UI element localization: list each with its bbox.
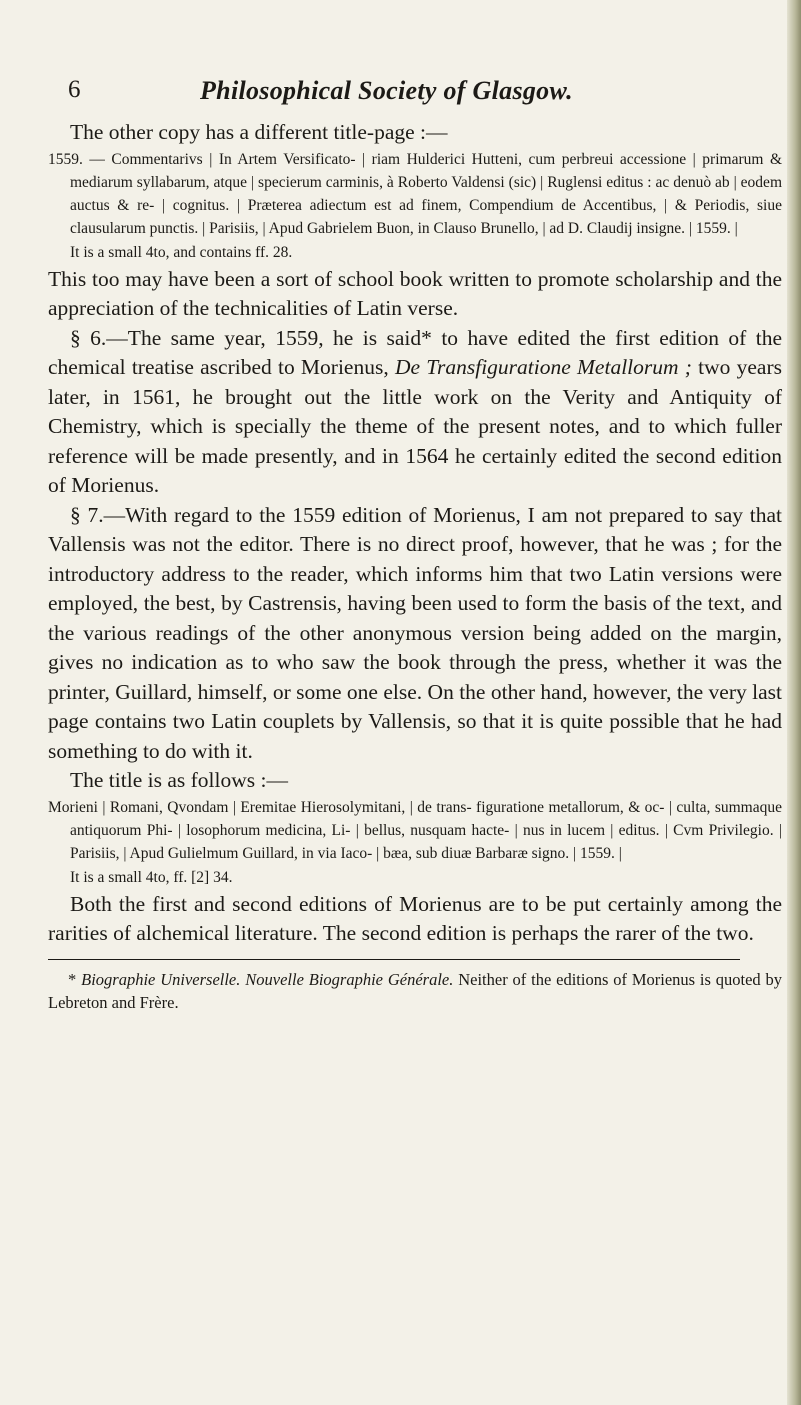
- paragraph-school-book: This too may have been a sort of school book written to promote scholarship and the appreciation of the technicalities of Latin verse.: [48, 266, 782, 320]
- footnote-source-1: Biographie Universelle.: [81, 969, 241, 989]
- format-note-2: It is a small 4to, ff. [2] 34.: [70, 868, 233, 886]
- section-6-text-a: § 6.—The same year, 1559, he is said* to have edited the first edition of the chemical treatise ascribed to Morienus,: [48, 325, 782, 379]
- footnote-source-2: Nouvelle Biographie Générale.: [245, 969, 454, 989]
- footnote-rule: [48, 959, 740, 960]
- section-7-paragraph: § 7.—With regard to the 1559 edition of Morienus, I am not prepared to say that Vallensis was not the editor. There is no direct proof, however, that he was ; for the introductory address to the reader, which informs him that two Latin versions were employed, the best, by Castrensis, having been used to form the basis of the text, and the various readings of the other anonymous version being added on the margin, gives no indication as to who saw the book through the press, whether it was the printer, Guillard, himself, or some one else. On the other hand, however, the very last page contains two Latin couplets by Vallensis, so that it is quite possible that he had something to do with it.: [48, 502, 782, 763]
- intro-paragraph: The other copy has a different title-page :—: [70, 120, 448, 144]
- title-page-citation-2: Morieni | Romani, Qvondam | Eremitae Hierosolymitani, | de trans- figuratione metallorum, & oc- | culta, summaque antiquorum Phi- | losophorum medicina, Li- | bellus, nusquam hacte- | nus in lucem | editus. | Cvm Privilegio. | Parisiis, | Apud Gulielmum Guillard, in via Iaco- | bæa, sub diuæ Barbaræ signo. | 1559. |: [48, 798, 782, 862]
- footnote-rest: Neither of the editions of Morienus is quoted by Lebreton and Frère.: [48, 969, 783, 1012]
- footnote: [48, 968, 782, 1014]
- page-number: 6: [68, 76, 81, 103]
- section-6-title-italic: De Transfiguratione Metallorum ;: [394, 355, 692, 379]
- page-edge: [787, 0, 801, 1405]
- running-title: Philosophical Society of Glasgow.: [200, 76, 573, 105]
- running-header: [48, 70, 782, 110]
- closing-paragraph: Both the first and second editions of Morienus are to be put certainly among the rarities of alchemical literature. The second edition is perhaps the rarer of the two.: [48, 891, 782, 945]
- title-intro-paragraph: The title is as follows :—: [70, 768, 288, 792]
- footnote-marker: *: [68, 969, 82, 989]
- title-page-citation-1: 1559. — Commentarivs | In Artem Versificato- | riam Hulderici Hutteni, cum perbreui accessione | primarum & mediarum syllabarum, atque | specierum carminis, à Roberto Valdensi (sic) | Ruglensi editus : ac denuò ab | eodem auctus & re- | cognitus. | Præterea adiectum est ad finem, Compendium de Accentibus, | & Periodis, siue clausularum punctis. | Parisiis, | Apud Gabrielem Buon, in Clauso Brunello, | ad D. Claudij insigne. | 1559. |: [48, 150, 782, 237]
- format-note-1: It is a small 4to, and contains ff. 28.: [70, 243, 293, 261]
- section-6-paragraph: [48, 324, 782, 501]
- section-6-text-b: two years later, in 1561, he brought out the little work on the Verity and Antiquity of Chemistry, which is specially the theme of the present notes, and to which fuller reference will be made presently, and in 1564 he certainly edited the second edition of Morienus.: [48, 355, 782, 497]
- page: [48, 70, 782, 1014]
